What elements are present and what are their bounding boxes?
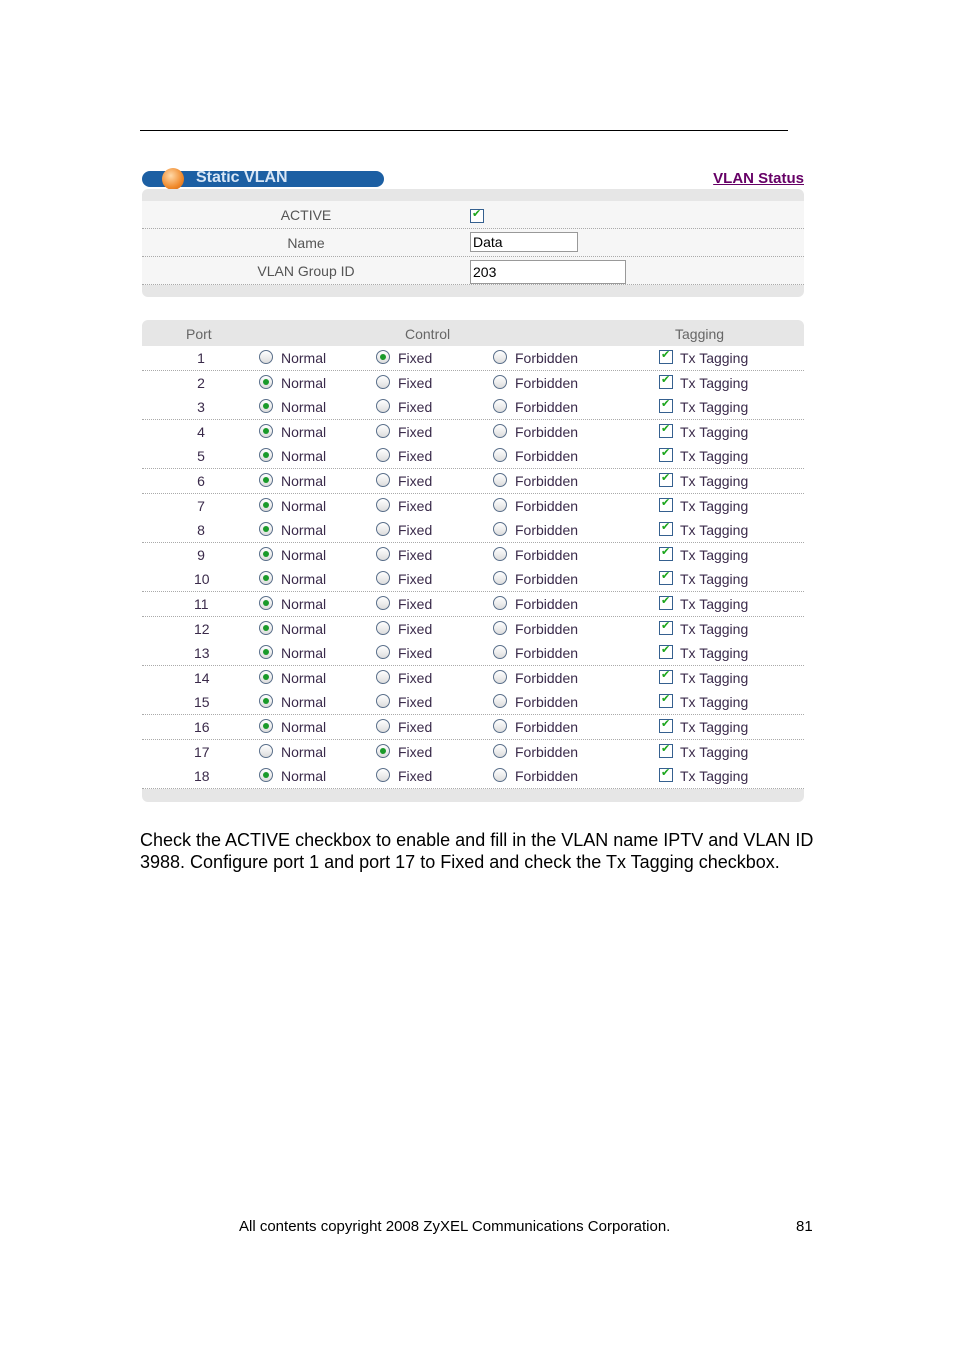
radio-fixed[interactable]: [376, 498, 390, 512]
radio-normal[interactable]: [259, 375, 273, 389]
label-forbidden: Forbidden: [515, 448, 579, 465]
table-row: [142, 740, 804, 765]
port-number: 17: [194, 743, 210, 760]
tx-tagging-checkbox[interactable]: [659, 522, 673, 536]
label-fixed: Fixed: [398, 399, 433, 416]
radio-fixed[interactable]: [376, 621, 390, 635]
label-fixed: Fixed: [398, 694, 433, 711]
label-tx-tagging: Tx Tagging: [680, 522, 749, 539]
vlan-form-panel: [142, 189, 804, 297]
name-input[interactable]: [470, 232, 578, 252]
id-label: VLAN Group ID: [257, 263, 355, 279]
tx-tagging-checkbox[interactable]: [659, 645, 673, 659]
label-normal: Normal: [281, 399, 327, 416]
label-tx-tagging: Tx Tagging: [680, 423, 749, 440]
port-number: 5: [197, 448, 205, 465]
label-tx-tagging: Tx Tagging: [680, 497, 749, 514]
label-fixed: Fixed: [398, 645, 433, 662]
label-forbidden: Forbidden: [515, 719, 579, 735]
radio-fixed[interactable]: [376, 596, 390, 610]
radio-fixed[interactable]: [376, 719, 390, 733]
port-number: 9: [197, 546, 205, 563]
radio-normal[interactable]: [259, 596, 273, 610]
radio-forbidden[interactable]: [493, 399, 507, 413]
radio-forbidden[interactable]: [493, 448, 507, 462]
radio-fixed[interactable]: [376, 424, 390, 438]
tx-tagging-checkbox[interactable]: [659, 719, 673, 733]
port-number: 1: [197, 350, 205, 366]
radio-forbidden[interactable]: [493, 350, 507, 364]
label-forbidden: Forbidden: [515, 546, 579, 563]
radio-normal[interactable]: [259, 473, 273, 487]
port-number: 11: [194, 596, 209, 612]
radio-forbidden[interactable]: [493, 719, 507, 733]
label-forbidden: Forbidden: [515, 423, 579, 440]
label-tx-tagging: Tx Tagging: [680, 596, 749, 612]
radio-normal[interactable]: [259, 448, 273, 462]
tx-tagging-checkbox[interactable]: [659, 621, 673, 635]
radio-forbidden[interactable]: [493, 670, 507, 684]
label-normal: Normal: [281, 694, 327, 711]
label-fixed: Fixed: [398, 374, 433, 391]
label-tx-tagging: Tx Tagging: [680, 546, 749, 563]
port-number: 14: [194, 669, 210, 686]
radio-normal[interactable]: [259, 498, 273, 512]
radio-forbidden[interactable]: [493, 621, 507, 635]
table-row: [142, 764, 804, 789]
port-number: 10: [194, 571, 210, 588]
radio-normal[interactable]: [259, 719, 273, 733]
title-bar: [142, 171, 384, 187]
tx-tagging-checkbox[interactable]: [659, 744, 673, 758]
label-tx-tagging: Tx Tagging: [680, 350, 749, 366]
radio-fixed[interactable]: [376, 571, 390, 585]
label-normal: Normal: [281, 448, 327, 465]
label-forbidden: Forbidden: [515, 694, 579, 711]
radio-forbidden[interactable]: [493, 498, 507, 512]
label-forbidden: Forbidden: [515, 768, 579, 785]
label-forbidden: Forbidden: [515, 645, 579, 662]
radio-fixed[interactable]: [376, 744, 390, 758]
active-checkbox[interactable]: [470, 209, 484, 223]
label-forbidden: Forbidden: [515, 350, 579, 366]
radio-fixed[interactable]: [376, 522, 390, 536]
radio-normal[interactable]: [259, 547, 273, 561]
label-tx-tagging: Tx Tagging: [680, 473, 749, 489]
label-fixed: Fixed: [398, 743, 433, 760]
label-tx-tagging: Tx Tagging: [680, 645, 749, 662]
radio-forbidden[interactable]: [493, 694, 507, 708]
page-number: 81: [796, 1218, 813, 1235]
vlan-id-input[interactable]: [470, 260, 626, 284]
port-number: 15: [194, 694, 210, 711]
port-number: 3: [197, 399, 205, 416]
radio-normal[interactable]: [259, 694, 273, 708]
instruction-text: Check the ACTIVE checkbox to enable and fill in the VLAN name IPTV and VLAN ID 3988. Configure port 1 and port 17 to Fixed and check the Tx Tagging checkbox.: [140, 830, 814, 872]
label-forbidden: Forbidden: [515, 374, 579, 391]
tx-tagging-checkbox[interactable]: [659, 424, 673, 438]
radio-forbidden[interactable]: [493, 596, 507, 610]
label-fixed: Fixed: [398, 719, 433, 735]
header-tagging: Tagging: [675, 326, 725, 342]
label-forbidden: Forbidden: [515, 596, 579, 612]
tx-tagging-checkbox[interactable]: [659, 350, 673, 364]
label-fixed: Fixed: [398, 596, 433, 612]
label-normal: Normal: [281, 596, 327, 612]
radio-normal[interactable]: [259, 350, 273, 364]
label-fixed: Fixed: [398, 620, 433, 637]
radio-fixed[interactable]: [376, 399, 390, 413]
page-title: Static VLAN: [196, 169, 288, 186]
label-tx-tagging: Tx Tagging: [680, 768, 749, 785]
label-normal: Normal: [281, 546, 327, 563]
label-tx-tagging: Tx Tagging: [680, 719, 749, 735]
name-row: [142, 229, 804, 257]
radio-fixed[interactable]: [376, 473, 390, 487]
label-forbidden: Forbidden: [515, 399, 579, 416]
port-number: 8: [197, 522, 205, 539]
label-tx-tagging: Tx Tagging: [680, 669, 749, 686]
label-fixed: Fixed: [398, 497, 433, 514]
radio-normal[interactable]: [259, 768, 273, 782]
radio-normal[interactable]: [259, 621, 273, 635]
label-fixed: Fixed: [398, 350, 433, 366]
label-normal: Normal: [281, 497, 327, 514]
label-fixed: Fixed: [398, 522, 433, 539]
label-normal: Normal: [281, 571, 327, 588]
tx-tagging-checkbox[interactable]: [659, 448, 673, 462]
label-forbidden: Forbidden: [515, 497, 579, 514]
label-normal: Normal: [281, 743, 327, 760]
header-port: Port: [186, 326, 212, 342]
id-row: [142, 257, 804, 285]
label-normal: Normal: [281, 645, 327, 662]
label-tx-tagging: Tx Tagging: [680, 374, 749, 391]
table-row: [142, 592, 804, 617]
tx-tagging-checkbox[interactable]: [659, 768, 673, 782]
label-fixed: Fixed: [398, 423, 433, 440]
table-row: [142, 543, 804, 568]
port-number: 7: [197, 497, 205, 514]
active-label: ACTIVE: [280, 207, 332, 223]
label-forbidden: Forbidden: [515, 473, 579, 489]
table-row: [142, 444, 804, 469]
label-forbidden: Forbidden: [515, 669, 579, 686]
table-row: [142, 469, 804, 494]
tx-tagging-checkbox[interactable]: [659, 547, 673, 561]
port-number: 4: [197, 423, 205, 440]
label-fixed: Fixed: [398, 571, 433, 588]
radio-fixed[interactable]: [376, 448, 390, 462]
radio-normal[interactable]: [259, 522, 273, 536]
radio-fixed[interactable]: [376, 645, 390, 659]
table-row: [142, 690, 804, 715]
table-row: [142, 371, 804, 396]
label-normal: Normal: [281, 350, 327, 366]
label-forbidden: Forbidden: [515, 620, 579, 637]
label-normal: Normal: [281, 374, 327, 391]
tx-tagging-checkbox[interactable]: [659, 694, 673, 708]
radio-fixed[interactable]: [376, 694, 390, 708]
label-tx-tagging: Tx Tagging: [680, 399, 749, 416]
radio-forbidden[interactable]: [493, 768, 507, 782]
label-tx-tagging: Tx Tagging: [680, 620, 749, 637]
label-normal: Normal: [281, 473, 327, 489]
name-label: Name: [287, 235, 325, 251]
radio-forbidden[interactable]: [493, 547, 507, 561]
vlan-status-link[interactable]: VLAN Status: [713, 170, 804, 187]
table-row: [142, 617, 804, 642]
table-row: [142, 346, 804, 371]
radio-forbidden[interactable]: [493, 424, 507, 438]
radio-normal[interactable]: [259, 571, 273, 585]
label-fixed: Fixed: [398, 473, 433, 489]
label-tx-tagging: Tx Tagging: [680, 448, 749, 465]
table-row: [142, 518, 804, 543]
tx-tagging-checkbox[interactable]: [659, 375, 673, 389]
radio-forbidden[interactable]: [493, 375, 507, 389]
port-number: 16: [194, 719, 210, 735]
label-normal: Normal: [281, 719, 327, 735]
port-number: 13: [194, 645, 210, 662]
radio-forbidden[interactable]: [493, 744, 507, 758]
label-tx-tagging: Tx Tagging: [680, 743, 749, 760]
radio-fixed[interactable]: [376, 670, 390, 684]
radio-fixed[interactable]: [376, 375, 390, 389]
tx-tagging-checkbox[interactable]: [659, 670, 673, 684]
active-row: [142, 201, 804, 229]
label-fixed: Fixed: [398, 546, 433, 563]
label-normal: Normal: [281, 522, 327, 539]
radio-fixed[interactable]: [376, 768, 390, 782]
table-row: [142, 420, 804, 445]
table-row: [142, 641, 804, 666]
radio-fixed[interactable]: [376, 547, 390, 561]
radio-normal[interactable]: [259, 744, 273, 758]
port-number: 12: [194, 620, 210, 637]
radio-normal[interactable]: [259, 645, 273, 659]
tx-tagging-checkbox[interactable]: [659, 571, 673, 585]
port-number: 2: [197, 374, 205, 391]
label-tx-tagging: Tx Tagging: [680, 694, 749, 711]
radio-forbidden[interactable]: [493, 571, 507, 585]
label-forbidden: Forbidden: [515, 571, 579, 588]
divider: [140, 130, 788, 131]
label-fixed: Fixed: [398, 448, 433, 465]
header-control: Control: [405, 326, 451, 342]
port-number: 6: [197, 473, 205, 489]
radio-forbidden[interactable]: [493, 522, 507, 536]
tx-tagging-checkbox[interactable]: [659, 473, 673, 487]
port-table: [142, 320, 804, 802]
label-fixed: Fixed: [398, 669, 433, 686]
radio-fixed[interactable]: [376, 350, 390, 364]
radio-normal[interactable]: [259, 399, 273, 413]
table-row: [142, 395, 804, 420]
radio-normal[interactable]: [259, 424, 273, 438]
tx-tagging-checkbox[interactable]: [659, 498, 673, 512]
table-row: [142, 666, 804, 691]
label-normal: Normal: [281, 669, 327, 686]
radio-forbidden[interactable]: [493, 473, 507, 487]
radio-normal[interactable]: [259, 670, 273, 684]
tx-tagging-checkbox[interactable]: [659, 596, 673, 610]
label-normal: Normal: [281, 620, 327, 637]
label-fixed: Fixed: [398, 768, 433, 785]
label-forbidden: Forbidden: [515, 743, 579, 760]
orb-icon: [162, 168, 184, 190]
label-normal: Normal: [281, 423, 327, 440]
table-row: [142, 494, 804, 519]
label-forbidden: Forbidden: [515, 522, 579, 539]
table-row: [142, 567, 804, 592]
table-row: [142, 715, 804, 740]
label-normal: Normal: [281, 768, 327, 785]
copyright: All contents copyright 2008 ZyXEL Communications Corporation.: [239, 1218, 671, 1235]
port-number: 18: [194, 768, 210, 785]
label-tx-tagging: Tx Tagging: [680, 571, 749, 588]
radio-forbidden[interactable]: [493, 645, 507, 659]
tx-tagging-checkbox[interactable]: [659, 399, 673, 413]
